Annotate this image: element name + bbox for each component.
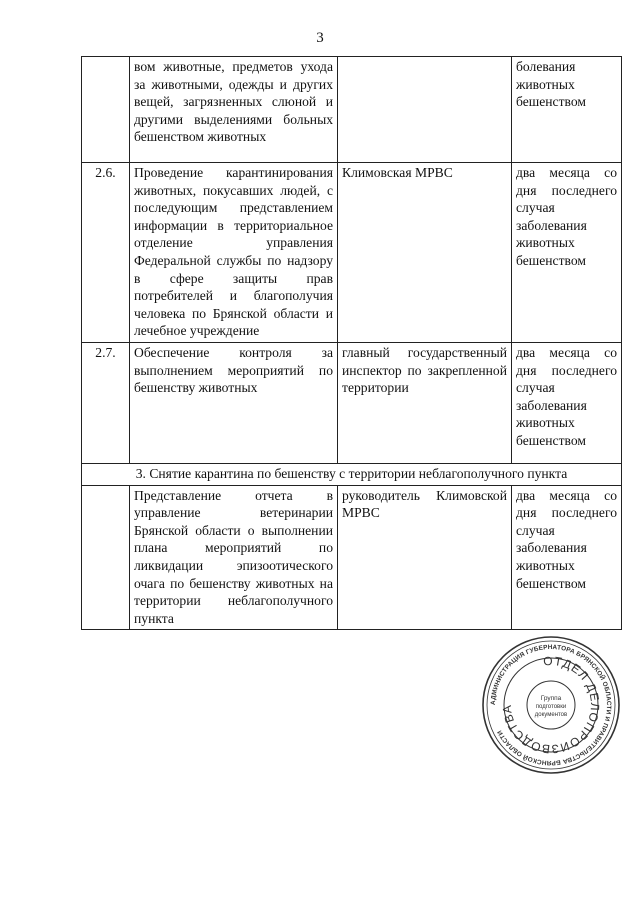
stamp-center-line: Группа [540, 695, 562, 702]
term-cell: болевания животных бешенством [512, 57, 622, 163]
row-number [82, 485, 130, 630]
executor-cell: Климовская МРВС [338, 163, 512, 343]
table-row [82, 57, 622, 163]
stamp-center-line: документов [534, 712, 568, 718]
table-row [82, 163, 622, 343]
term-cell: два месяца со дня последнего случая заболевания животных бешенством [512, 342, 622, 463]
term-cell: два месяца со дня последнего случая заболевания животных бешенством [512, 163, 622, 343]
official-stamp [480, 634, 622, 776]
executor-cell: руководитель Климовской МРВС [338, 485, 512, 630]
action-cell: вом животные, предметов ухода за животными, одежды и других вещей, загрязненных слюной и другими выделениями больных бешенством животных [130, 57, 338, 163]
section-title: 3. Снятие карантина по бешенству с территории неблагополучного пункта [82, 463, 622, 485]
row-number: 2.6. [82, 163, 130, 343]
executor-cell [338, 57, 512, 163]
executor-cell: главный государственный инспектор по закрепленной территории [338, 342, 512, 463]
stamp-outer-text: АДМИНИСТРАЦИЯ ГУБЕРНАТОРА БРЯНСКОЙ ОБЛАСТИ И ПРАВИТЕЛЬСТВА БРЯНСКОЙ ОБЛАСТИ [489, 643, 613, 767]
action-cell: Представление отчета в управление ветеринарии Брянской области о выполнении плана мероприятий по ликвидации эпизоотического очага по бешенству животных на территории неблагополучного пункта [130, 485, 338, 630]
action-cell: Проведение карантинирования животных, покусавших людей, с последующим представлением информации в территориальное отделение управления Федеральной службы по надзору в сфере защиты прав потребителей и благополучия человека по Брянской области и лечебное учреждение [130, 163, 338, 343]
table-row [82, 485, 622, 630]
action-cell: Обеспечение контроля за выполнением мероприятий по бешенству животных [130, 342, 338, 463]
stamp-center-line: подготовки [535, 704, 567, 710]
row-number: 2.7. [82, 342, 130, 463]
table-row [82, 342, 622, 463]
plan-table [81, 56, 622, 630]
row-number [82, 57, 130, 163]
section-header-row [82, 463, 622, 485]
term-cell: два месяца со дня последнего случая заболевания животных бешенством [512, 485, 622, 630]
page-number: 3 [316, 30, 324, 46]
stamp-department-text: ОТДЕЛ ДЕЛОПРОИЗВОДСТВА [499, 653, 603, 757]
